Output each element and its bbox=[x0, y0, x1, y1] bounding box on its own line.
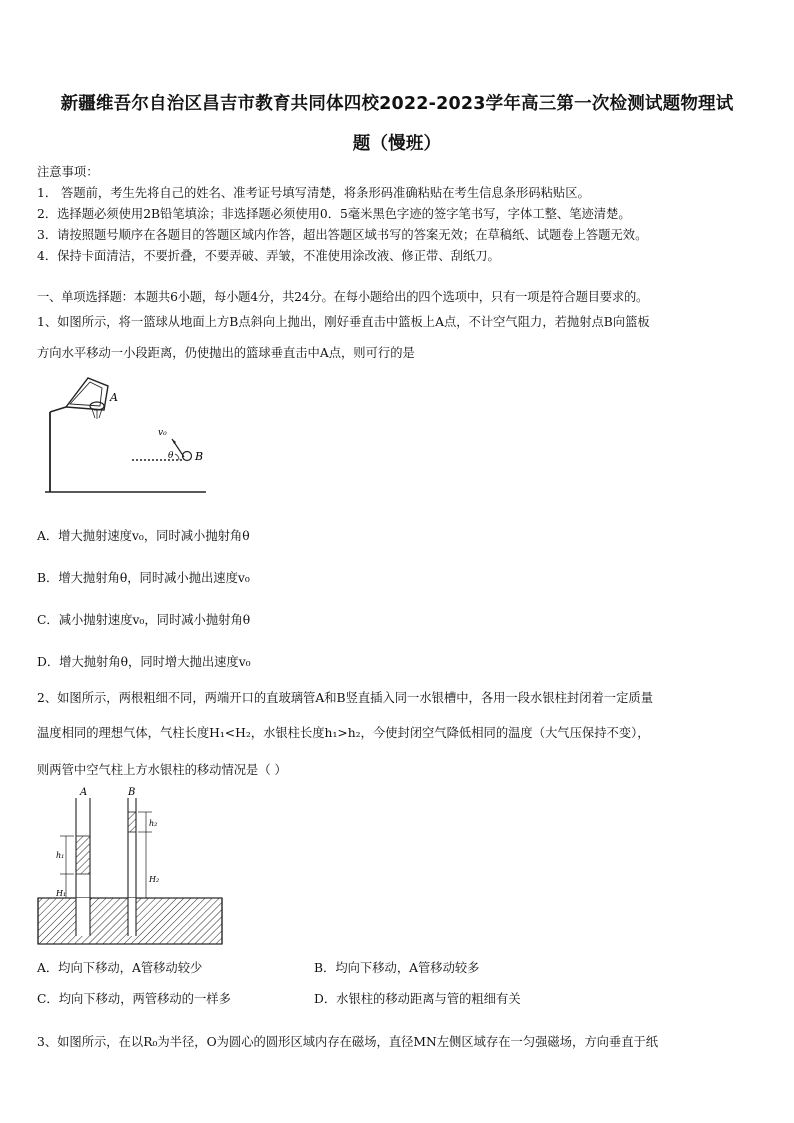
notice-item-4: 4．保持卡面清洁，不要折叠，不要弄破、弄皱，不准使用涂改液、修正带、刮纸刀。 bbox=[37, 249, 500, 263]
label-B: B bbox=[128, 787, 136, 798]
q1-stem-line-2: 方向水平移动一小段距离，仍使抛出的篮球垂直击中A点，则可行的是 bbox=[37, 346, 415, 360]
label-h2: h₂ bbox=[149, 819, 158, 828]
q2-stem-line-2: 温度相同的理想气体，气柱长度H₁<H₂，水银柱长度h₁>h₂，今使封闭空气降低相同的温度（大气压保持不变）， bbox=[37, 726, 650, 740]
q2-option-a[interactable]: A．均向下移动，A管移动较少 bbox=[37, 961, 203, 975]
label-A: A bbox=[110, 391, 118, 404]
label-B: B bbox=[195, 450, 204, 463]
q2-option-c[interactable]: C．均向下移动，两管移动的一样多 bbox=[37, 992, 231, 1006]
label-theta: θ bbox=[168, 451, 174, 461]
label-v0: v₀ bbox=[158, 428, 167, 438]
q2-stem-line-1: 2、如图所示，两根粗细不同，两端开口的直玻璃管A和B竖直插入同一水银槽中，各用一段水银柱封闭着一定质量 bbox=[37, 691, 653, 705]
q1-option-d[interactable]: D．增大抛射角θ，同时增大抛出速度v₀ bbox=[37, 655, 251, 669]
notice-item-1: 1． 答题前，考生先将自己的姓名、准考证号填写清楚，将条形码准确粘贴在考生信息条形码粘贴区。 bbox=[37, 186, 590, 200]
document-title bbox=[30, 84, 764, 164]
q1-option-b[interactable]: B．增大抛射角θ，同时减小抛出速度v₀ bbox=[37, 571, 250, 585]
notice-item-3: 3．请按照题号顺序在各题目的答题区域内作答，超出答题区域书写的答案无效；在草稿纸、试题卷上答题无效。 bbox=[37, 228, 648, 242]
notice-header: 注意事项： bbox=[37, 165, 99, 179]
title-line-2: 题（慢班） bbox=[352, 134, 442, 154]
q1-basketball-figure bbox=[40, 372, 210, 497]
q3-stem-line-1: 3、如图所示，在以R₀为半径，O为圆心的圆形区域内存在磁场，直径MN左侧区域存在一匀强磁场，方向垂直于纸 bbox=[37, 1035, 659, 1049]
q1-option-c[interactable]: C．减小抛射速度v₀，同时减小抛射角θ bbox=[37, 613, 251, 627]
label-H2: H₂ bbox=[149, 875, 160, 884]
label-H1: H₁ bbox=[56, 889, 67, 898]
q2-stem-line-3: 则两管中空气柱上方水银柱的移动情况是（ ） bbox=[37, 763, 287, 777]
q1-stem-line-1: 1、如图所示，将一篮球从地面上方B点斜向上抛出，刚好垂直击中篮板上A点，不计空气阻力，若抛射点B向篮板 bbox=[37, 315, 650, 329]
title-line-1: 新疆维吾尔自治区昌吉市教育共同体四校2022-2023学年高三第一次检测试题物理试 bbox=[60, 94, 734, 114]
q2-option-b[interactable]: B．均向下移动，A管移动较多 bbox=[314, 961, 480, 975]
label-A: A bbox=[80, 787, 88, 798]
section-heading: 一、单项选择题：本题共6小题，每小题4分，共24分。在每小题给出的四个选项中，只有一项是符合题目要求的。 bbox=[37, 290, 649, 304]
q2-option-d[interactable]: D．水银柱的移动距离与管的粗细有关 bbox=[314, 992, 521, 1006]
notice-item-2: 2．选择题必须使用2B铅笔填涂；非选择题必须使用0．5毫米黑色字迹的签字笔书写，字体工整、笔迹清楚。 bbox=[37, 207, 631, 221]
label-h1: h₁ bbox=[56, 851, 65, 860]
q1-option-a[interactable]: A．增大抛射速度v₀，同时减小抛射角θ bbox=[37, 529, 250, 543]
q2-glass-tubes-figure bbox=[36, 784, 226, 946]
